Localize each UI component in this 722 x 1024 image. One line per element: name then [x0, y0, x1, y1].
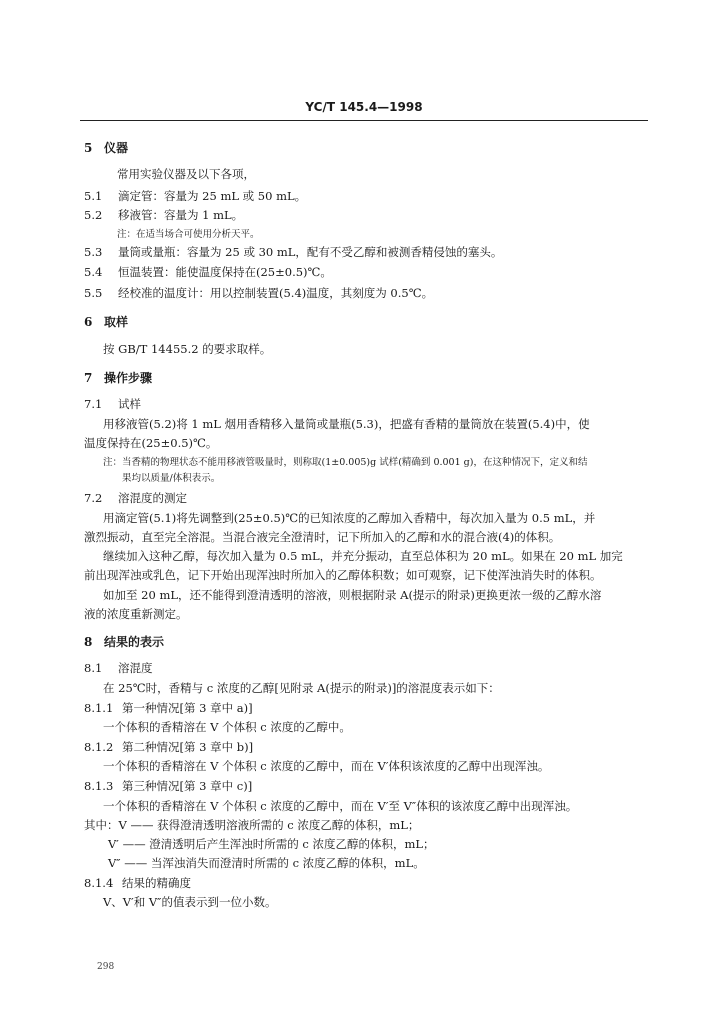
clause-number: 7.1 — [84, 397, 103, 411]
clause-7-1 — [84, 398, 141, 412]
definition-line: V′ —— 澄清透明后产生浑浊时所需的 c 浓度乙醇的体积，mL； — [108, 837, 435, 851]
clause-text: 经校准的温度计：用以控制装置(5.4)温度，其刻度为 0.5℃。 — [118, 286, 434, 300]
paragraph: 在 25℃时，香精与 c 浓度的乙醇[见附录 A(提示的附录)]的溶混度表示如下： — [103, 681, 500, 695]
paragraph-line: 激烈振动，直至完全溶混。当混合液完全澄清时，记下所加入的乙醇和水的混合液(4)的体积。 — [84, 530, 561, 544]
paragraph-line: 用滴定管(5.1)将先调整到(25±0.5)℃的已知浓度的乙醇加入香精中，每次加入量为 0.5 mL，并 — [103, 511, 596, 525]
section-title: 取样 — [104, 315, 129, 329]
section-number: 8 — [84, 635, 93, 649]
clause-8-1-3 — [84, 780, 252, 794]
clause-text: 滴定管：容量为 25 mL 或 50 mL。 — [118, 189, 307, 203]
page-number: 298 — [97, 962, 115, 972]
clause-8-1-1 — [84, 702, 253, 716]
clause-title: 试样 — [118, 397, 141, 411]
clause-8-1-2 — [84, 741, 253, 755]
section-number: 7 — [84, 371, 93, 385]
section-number: 6 — [84, 315, 93, 329]
clause-8-1 — [84, 662, 153, 676]
section-title: 结果的表示 — [104, 635, 165, 649]
paragraph-line: 用移液管(5.2)将 1 mL 烟用香精移入量筒或量瓶(5.3)，把盛有香精的量筒放在装置(5.4)中，使 — [103, 417, 590, 431]
standard-code-header: YC/T 145.4—1998 — [305, 100, 423, 114]
section-6-heading — [84, 315, 128, 329]
clause-5-3 — [84, 246, 502, 260]
clause-text: 恒温装置：能使温度保持在(25±0.5)℃。 — [118, 265, 332, 279]
section-number: 5 — [84, 141, 93, 155]
clause-number: 8.1 — [84, 661, 103, 675]
clause-title: 溶混度的测定 — [118, 491, 187, 505]
note: 注：在适当场合可使用分析天平。 — [117, 229, 260, 240]
section-7-heading — [84, 371, 152, 385]
clause-number: 8.1.2 — [84, 740, 114, 754]
paragraph: 一个体积的香精溶在 V 个体积 c 浓度的乙醇中，而在 V′至 V″体积的该浓度乙醇中出现浑浊。 — [103, 799, 578, 813]
clause-5-5 — [84, 287, 433, 301]
paragraph-line: 继续加入这种乙醇，每次加入量为 0.5 mL，并充分振动，直至总体积为 20 mL。如果在 20 mL 加完 — [103, 549, 623, 563]
header-rule — [80, 120, 648, 121]
clause-5-4 — [84, 266, 332, 280]
definition-line: 其中：V —— 获得澄清透明溶液所需的 c 浓度乙醇的体积，mL； — [84, 818, 420, 832]
paragraph: 按 GB/T 14455.2 的要求取样。 — [103, 342, 272, 356]
clause-title: 结果的精确度 — [122, 876, 191, 890]
clause-number: 5.5 — [84, 286, 103, 300]
clause-title: 第一种情况[第 3 章中 a)] — [122, 701, 253, 715]
clause-number: 8.1.4 — [84, 876, 114, 890]
note-line: 注：当香精的物理状态不能用移液管吸量时，则称取(1±0.005)g 试样(精确到 0.001 g)，在这种情况下，定义和结 — [103, 457, 588, 468]
clause-7-2 — [84, 492, 187, 506]
clause-5-2 — [84, 209, 243, 223]
clause-number: 5.3 — [84, 245, 103, 259]
clause-number: 5.2 — [84, 208, 103, 222]
definition-line: V″ —— 当浑浊消失而澄清时所需的 c 浓度乙醇的体积，mL。 — [108, 856, 425, 870]
section-8-heading — [84, 635, 164, 649]
clause-number: 5.1 — [84, 189, 103, 203]
paragraph: V、V′和 V″的值表示到一位小数。 — [103, 895, 277, 909]
paragraph: 常用实验仪器及以下各项， — [117, 167, 255, 181]
paragraph-line: 温度保持在(25±0.5)℃。 — [84, 436, 218, 450]
clause-number: 5.4 — [84, 265, 103, 279]
clause-title: 第三种情况[第 3 章中 c)] — [122, 779, 253, 793]
paragraph: 一个体积的香精溶在 V 个体积 c 浓度的乙醇中。 — [103, 720, 351, 734]
clause-text: 量筒或量瓶：容量为 25 或 30 mL，配有不受乙醇和被测香精侵蚀的塞头。 — [118, 245, 503, 259]
paragraph-line: 液的浓度重新测定。 — [84, 607, 188, 621]
paragraph-line: 前出现浑浊或乳色，记下开始出现浑浊时所加入的乙醇体积数；如可观察，记下使浑浊消失时的体积。 — [84, 568, 602, 582]
section-title: 仪器 — [104, 141, 129, 155]
clause-title: 第二种情况[第 3 章中 b)] — [122, 740, 254, 754]
paragraph: 一个体积的香精溶在 V 个体积 c 浓度的乙醇中，而在 V′体积该浓度的乙醇中出现浑浊。 — [103, 759, 550, 773]
section-title: 操作步骤 — [104, 371, 153, 385]
clause-5-1 — [84, 190, 306, 204]
clause-number: 8.1.3 — [84, 779, 114, 793]
clause-number: 7.2 — [84, 491, 103, 505]
clause-8-1-4 — [84, 877, 191, 891]
paragraph-line: 如加至 20 mL，还不能得到澄清透明的溶液，则根据附录 A(提示的附录)更换更浓一级的乙醇水溶 — [103, 588, 602, 602]
clause-title: 溶混度 — [118, 661, 153, 675]
clause-number: 8.1.1 — [84, 701, 114, 715]
clause-text: 移液管：容量为 1 mL。 — [118, 208, 244, 222]
note-line: 果均以质量/体积表示。 — [122, 473, 221, 484]
section-5-heading — [84, 141, 128, 155]
